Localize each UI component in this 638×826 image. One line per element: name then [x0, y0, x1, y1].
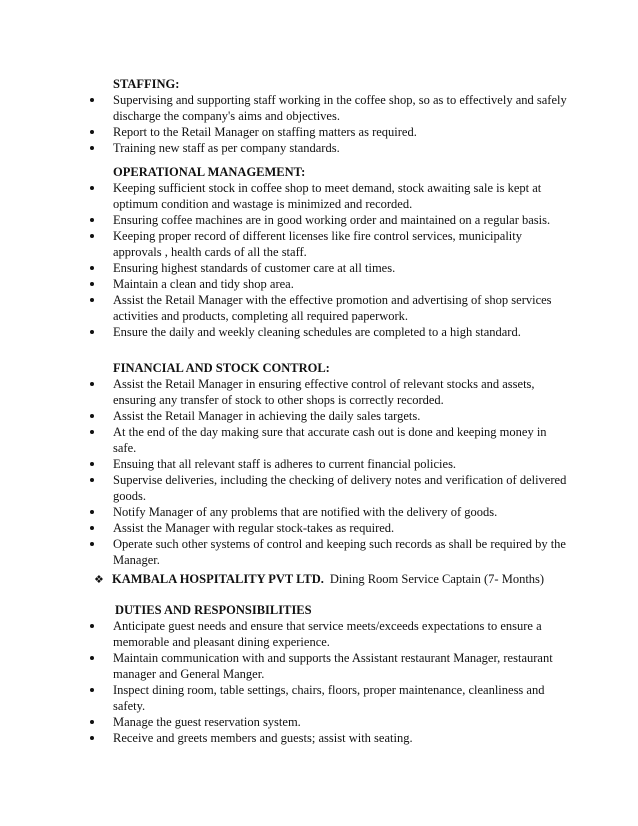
bullet-icon [90, 266, 94, 270]
list-item: Anticipate guest needs and ensure that service meets/exceeds expectations to ensure a memorable and pleasant dining experience. [0, 618, 638, 650]
list-item: Operate such other systems of control and keeping such records as shall be required by the Manager. [0, 536, 638, 568]
bullet-icon [90, 298, 94, 302]
bullet-icon [90, 130, 94, 134]
staffing-list [0, 92, 638, 156]
list-item: Ensuing that all relevant staff is adheres to current financial policies. [0, 456, 638, 472]
list-item: Assist the Retail Manager in achieving the daily sales targets. [0, 408, 638, 424]
staffing-heading: STAFFING: [113, 77, 180, 91]
operational-heading: OPERATIONAL MANAGEMENT: [113, 165, 306, 179]
list-item: Maintain communication with and supports the Assistant restaurant Manager, restaurant manager and General Manger. [0, 650, 638, 682]
list-item: Keeping sufficient stock in coffee shop to meet demand, stock awaiting sale is kept at optimum condition and wastage is minimized and recorded. [0, 180, 638, 212]
bullet-icon [90, 414, 94, 418]
duties-list [0, 618, 638, 746]
bullet-icon [90, 688, 94, 692]
operational-list [0, 180, 638, 340]
list-item: Assist the Retail Manager in ensuring effective control of relevant stocks and assets, ensuring any transfer of stock to other shops is correctly recorded. [0, 376, 638, 408]
list-item: Keeping proper record of different licenses like fire control services, municipality approvals , health cards of all the staff. [0, 228, 638, 260]
bullet-icon [90, 736, 94, 740]
list-item: Supervise deliveries, including the checking of delivery notes and verification of delivered goods. [0, 472, 638, 504]
bullet-icon [90, 624, 94, 628]
bullet-icon [90, 720, 94, 724]
financial-list [0, 376, 638, 568]
financial-heading: FINANCIAL AND STOCK CONTROL: [113, 361, 330, 375]
bullet-icon [90, 656, 94, 660]
bullet-icon [90, 542, 94, 546]
list-item: Receive and greets members and guests; assist with seating. [0, 730, 638, 746]
bullet-icon [90, 186, 94, 190]
list-item: Maintain a clean and tidy shop area. [0, 276, 638, 292]
list-item: Ensure the daily and weekly cleaning schedules are completed to a high standard. [0, 324, 638, 340]
list-item: At the end of the day making sure that accurate cash out is done and keeping money in safe. [0, 424, 638, 456]
list-item: Ensuring coffee machines are in good working order and maintained on a regular basis. [0, 212, 638, 228]
list-item: Assist the Retail Manager with the effective promotion and advertising of shop services activities and products, completing all required paperwork. [0, 292, 638, 324]
bullet-icon [90, 430, 94, 434]
list-item: Inspect dining room, table settings, chairs, floors, proper maintenance, cleanliness and safety. [0, 682, 638, 714]
bullet-icon [90, 146, 94, 150]
list-item: Assist the Manager with regular stock-takes as required. [0, 520, 638, 536]
bullet-icon [90, 282, 94, 286]
bullet-icon [90, 98, 94, 102]
bullet-icon [90, 462, 94, 466]
bullet-icon [90, 330, 94, 334]
bullet-icon [90, 510, 94, 514]
bullet-icon [90, 478, 94, 482]
company-name: KAMBALA HOSPITALITY PVT LTD. [112, 572, 324, 586]
job-role: Dining Room Service Captain (7- Months) [329, 572, 545, 586]
list-item: Notify Manager of any problems that are notified with the delivery of goods. [0, 504, 638, 520]
job-entry [94, 571, 544, 588]
bullet-icon [90, 234, 94, 238]
bullet-icon [90, 382, 94, 386]
bullet-icon [90, 526, 94, 530]
list-item: Report to the Retail Manager on staffing matters as required. [0, 124, 638, 140]
bullet-icon [90, 218, 94, 222]
list-item: Ensuring highest standards of customer care at all times. [0, 260, 638, 276]
duties-heading: DUTIES AND RESPONSIBILITIES [115, 603, 312, 617]
list-item: Supervising and supporting staff working in the coffee shop, so as to effectively and safely discharge the company's aims and objectives. [0, 92, 638, 124]
list-item: Training new staff as per company standards. [0, 140, 638, 156]
diamond-bullet-icon: ❖ [94, 574, 104, 586]
list-item: Manage the guest reservation system. [0, 714, 638, 730]
